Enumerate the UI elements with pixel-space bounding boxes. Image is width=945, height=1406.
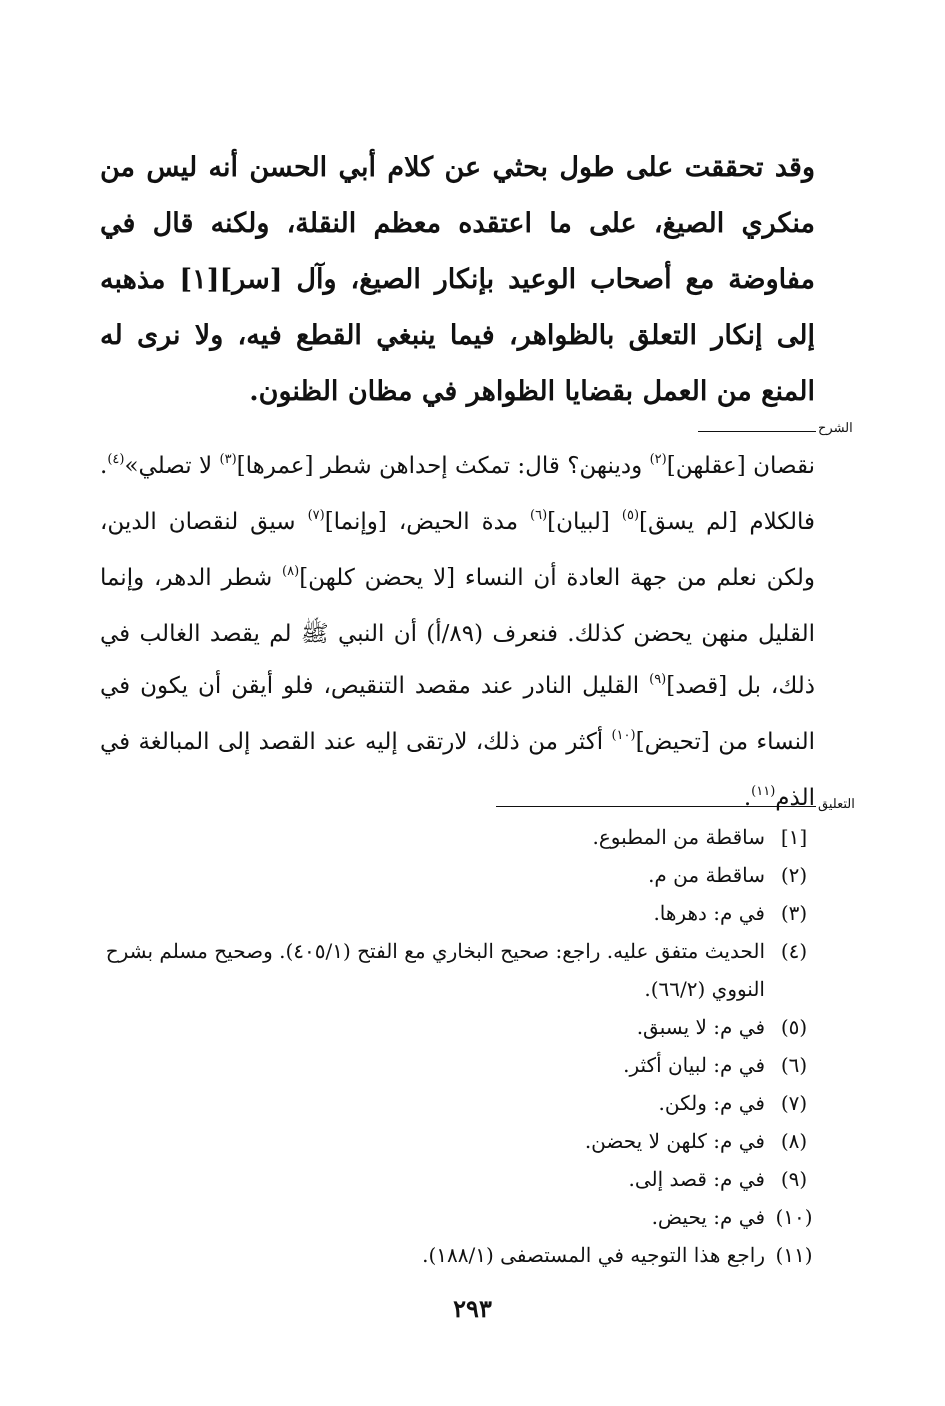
note-ref: (٩)	[649, 672, 667, 687]
commentary-segment: نقصان [عقلهن]	[666, 453, 815, 479]
footnote-text: في م: لبيان أكثر.	[623, 1053, 765, 1077]
footnote-number: (٢)	[780, 863, 808, 887]
footnote-text: ساقطة من م.	[648, 863, 765, 887]
note-ref: (٣)	[219, 452, 237, 467]
footnote-number: (٣)	[780, 901, 808, 925]
footnote	[100, 1160, 815, 1198]
footnote	[100, 818, 815, 856]
footnote	[100, 1122, 815, 1160]
footnote-text: ساقطة من المطبوع.	[592, 825, 765, 849]
commentary-segment: أكثر من ذلك، لارتقى إليه عند القصد إلى المبالغة في الذم	[100, 729, 815, 811]
note-ref: (٦)	[530, 508, 548, 523]
commentary-segment: [لبيان]	[547, 509, 622, 535]
footnote-number: (١١)	[775, 1243, 813, 1267]
footnote-text: في م: كلهن لا يحضن.	[584, 1129, 765, 1153]
commentary-segment: لا تصلي»	[124, 453, 220, 479]
footnote	[100, 1084, 815, 1122]
note-ref: (١٠)	[611, 728, 636, 743]
footnote	[100, 1046, 815, 1084]
commentary-segment: ودينهن؟ قال: تمكث إحداهن شطر [عمرها]	[236, 453, 650, 479]
footnote-number: [١]	[780, 825, 808, 849]
note-ref: (٨)	[282, 564, 300, 579]
notes-divider	[496, 806, 816, 807]
footnote	[100, 1236, 815, 1274]
commentary-segment: شطر الدهر، وإنما القليل منهن يحضن كذلك. فنعرف (٨٩/أ) أن النبي ﷺ لم يقصد الغالب في ذلك، بل [قصد]	[100, 565, 815, 699]
footnote-number: (٨)	[780, 1129, 808, 1153]
commentary-segment: .	[743, 785, 752, 811]
commentary-segment: القليل النادر عند مقصد التنقيص، فلو أيقن أن يكون في النساء من [تحيض]	[100, 673, 815, 755]
footnote	[100, 1008, 815, 1046]
footnote	[100, 932, 815, 1008]
footnote	[100, 894, 815, 932]
footnote	[100, 856, 815, 894]
footnote	[100, 1198, 815, 1236]
main-text: وقد تحققت على طول بحثي عن كلام أبي الحسن أنه ليس من منكري الصيغ، على ما اعتقده معظم النقلة، ولكنه قال في مفاوضة مع أصحاب الوعيد بإنكار الصيغ، وآل [سر][١] مذهبه إلى إنكار التعلق بالظواهر، فيما ينبغي القطع فيه، ولا نرى له المنع من العمل بقضايا الظواهر في مظان الظنون.	[100, 152, 815, 407]
notes-label: التعليق	[818, 797, 855, 812]
commentary-segment: سيق لنقصان الدين، ولكن نعلم من جهة العادة أن النساء [لا يحضن كلهن]	[100, 509, 815, 591]
footnotes	[100, 818, 815, 1274]
footnote-number: (٧)	[780, 1091, 808, 1115]
note-ref: (٢)	[649, 452, 667, 467]
footnote-number: (٩)	[780, 1167, 808, 1191]
footnote-text: في م: قصد إلى.	[628, 1167, 765, 1191]
footnote-number: (٤)	[780, 939, 808, 963]
commentary-divider	[698, 431, 816, 432]
footnote-text: في م: ولكن.	[658, 1091, 765, 1115]
note-ref: (١١)	[751, 784, 776, 799]
footnote-text: الحديث متفق عليه. راجع: صحيح البخاري مع الفتح (٤٠٥/١). وصحيح مسلم بشرح النووي (٦٦/٢).	[105, 939, 765, 1001]
commentary-segment: . فالكلام [لم يسق]	[100, 453, 816, 535]
commentary-label: الشرح	[818, 421, 853, 436]
footnote-number: (٥)	[780, 1015, 808, 1039]
commentary-segment: مدة الحيض، [وإنما]	[324, 509, 531, 535]
note-ref: (٧)	[307, 508, 325, 523]
footnote-number: (٦)	[780, 1053, 808, 1077]
page-number: ٢٩٣	[453, 1294, 492, 1323]
footnote-text: راجع هذا التوجيه في المستصفى (١٨٨/١).	[422, 1243, 765, 1267]
footnote-number: (١٠)	[775, 1205, 813, 1229]
note-ref: (٤)	[107, 452, 125, 467]
footnote-text: في م: دهرها.	[653, 901, 765, 925]
note-ref: (٥)	[621, 508, 640, 523]
commentary-text	[100, 440, 815, 828]
footnote-text: في م: يحيض.	[651, 1205, 765, 1229]
footnote-text: في م: لا يسبق.	[636, 1015, 765, 1039]
